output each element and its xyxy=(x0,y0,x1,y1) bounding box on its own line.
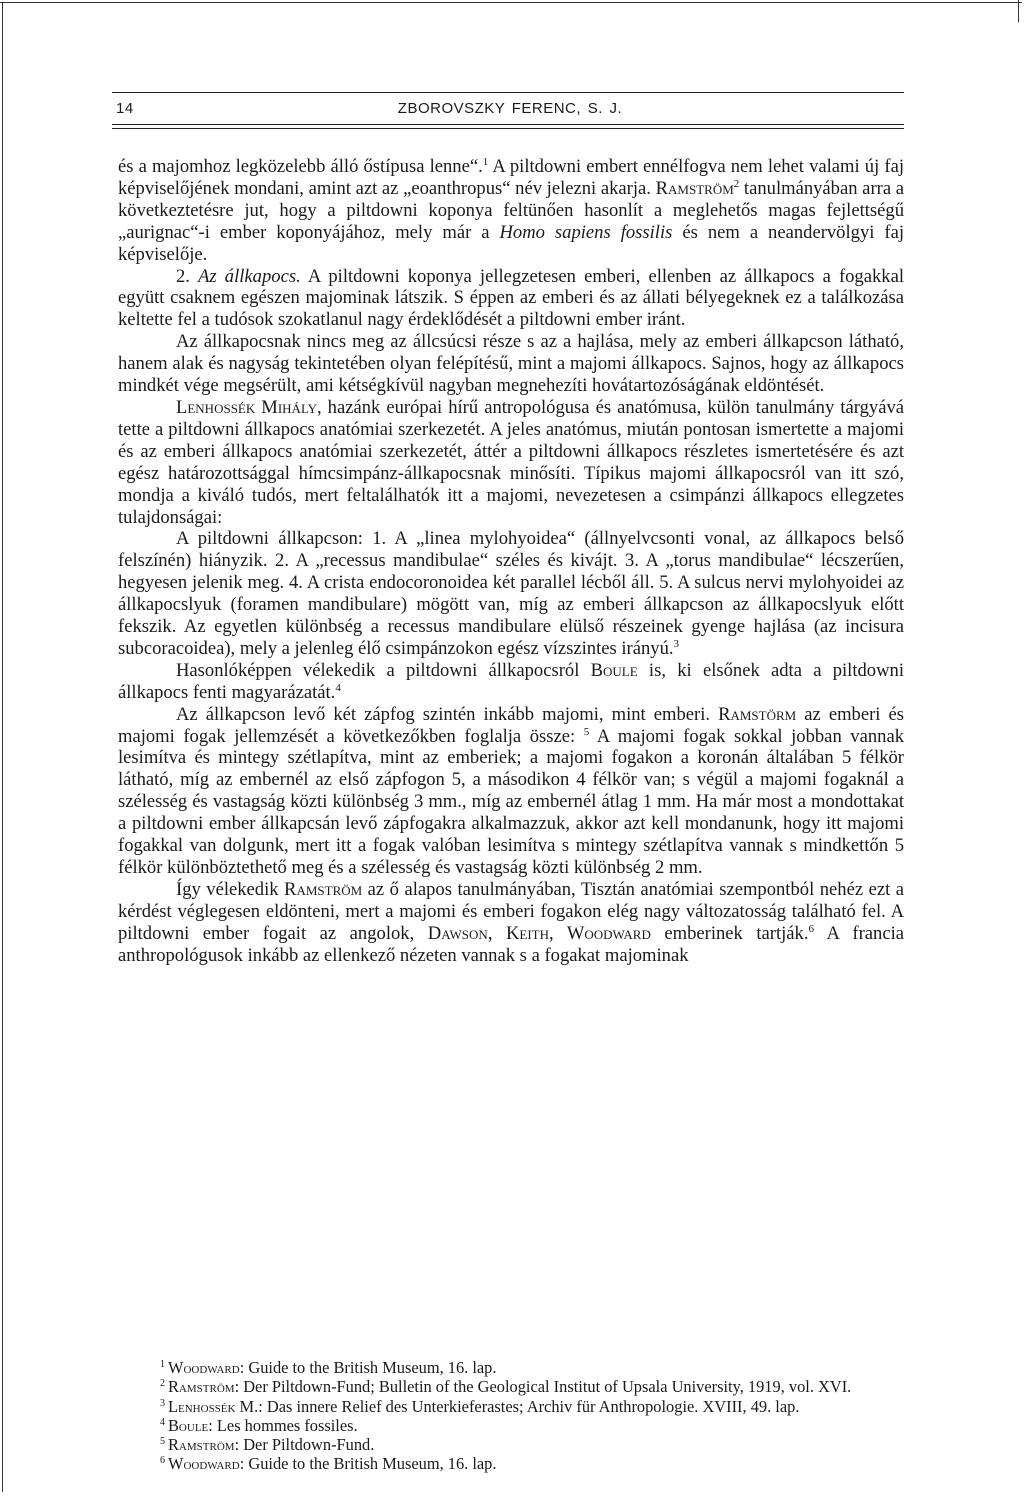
paragraph-8: Így vélekedik Ramström az ő alapos tanulmányában, Tisztán anatómiai szempontból nehéz ezt a kérdést véglegesen eldönteni, mert a majomi és emberi fogakon elég nagy változatosság található fel. A piltdowni ember fogait az angolok, Dawson, Keith, Woodward emberinek tartják.$^6$ A francia anthropológusok inkább az ellenkező nézeten vannak s a fogakat majominak xyxy=(118,878,905,966)
page-number: 14 xyxy=(116,100,134,117)
body-text xyxy=(118,156,904,967)
header-rule-bottom-double xyxy=(112,128,904,129)
footnote: $^6$ Woodward: Guide to the British Museum, 16. lap. xyxy=(160,1454,497,1474)
scan-border-right xyxy=(1018,0,1019,22)
page-header xyxy=(116,100,904,124)
author-names: Dawson, Keith, Woodward xyxy=(427,922,651,944)
header-rule-top xyxy=(112,92,904,93)
author-name: Boule xyxy=(590,659,638,681)
scan-border-left xyxy=(2,2,3,1492)
paragraph-1: és a majomhoz legközelebb álló őstípusa lenne“.$^1$ A piltdowni embert ennélfogva nem lehet valami új faj képviselőjének mondani, amint azt az „eoanthropus“ név jelezni akarja. Ramström$^2$ tanulmányában arra a következtetésre jut, hogy a piltdowni koponya feltünően hasonlít a meglehetős magas fejlettségű „aurignac“-i ember koponyájához, mely már a Homo sapiens fossilis és nem a neandervölgyi faj képviselője. xyxy=(118,156,905,265)
author-name: Lenhossék Mihály, xyxy=(176,396,322,418)
paragraph-2: 2. Az állkapocs. A piltdowni koponya jellegzetesen emberi, ellenben az állkapocs a fogakkal együtt csaknem egészen majominak látszik. S éppen az emberi és az állati bélyegeknek ez a találkozása keltette fel a tudósok szokatlanul nagy érdeklődését a piltdowni ember iránt. xyxy=(118,265,904,331)
footnote: $^2$ Ramström: Der Piltdown-Fund; Bulletin of the Geological Institut of Upsala University, 1919, vol. XVI. xyxy=(160,1377,852,1397)
scan-border-top xyxy=(0,2,1022,3)
paragraph-5: A piltdowni állkapcson: 1. A „linea mylohyoidea“ (állnyelvcsonti vonal, az állkapocs belső felszínén) hiányzik. 2. A „recessus mandibulae“ széles és kivájt. 3. A „torus mandibulae“ lécszerűen, hegyesen jelenik meg. 4. A crista endocoronoidea két parallel lécből áll. 5. A sulcus nervi mylohyoidei az állkapocslyuk (foramen mandibulare) mögött van, míg az emberi állkapcson az állkapocslyuk előtt fekszik. Az egyetlen különbség a recessus mandibulare elülső részeinek gyenge hajlása (az incisura subcoracoidea), mely a jelenleg élő csimpánzokon egész vízszintes irányú.$^3$ xyxy=(118,528,904,659)
author-name: Ramström xyxy=(284,878,363,900)
paragraph-7: Az állkapcson levő két zápfog szintén inkább majomi, mint emberi. Ramstörm az emberi és majomi fogak jellemzését a következőkben foglalja össze: $^5$ A majomi fogak sokkal jobban vannak lesimítva és mintegy szétlapítva, mint az emberiek; a majomi fogakon a koronán általában 5 félkör látható, míg az embernél az első zápfogon 5, a másodikon 4 félkör van; s végül a majomi fogaknál a szélesség és vastagság közti különbség 3 mm., míg az embernél átlag 1 mm. Ha már most a mondottakat a piltdowni ember állkapcsán levő zápfogakra alkalmazzuk, akkor azt kell mondanunk, hogy itt majomi fogakkal van dolgunk, mert itt a fogak valóban lesimítva s mintegy szétlapítva vannak s mindkettőn 5 félkör különböztethető meg és a szélesség és vastagság közti különbség 2 mm. xyxy=(118,703,904,878)
section-heading: Az állkapocs. xyxy=(198,265,301,287)
paragraph-3: Az állkapocsnak nincs meg az állcsúcsi része s az a hajlása, mely az emberi állkapcson látható, hanem alak és nagyság tekintetében olyan felépítésű, mint a majomi állkapocs. Sajnos, hogy az állkapocs mindkét vége megsérült, ami kétségkívül nagyban megnehezíti hovátartozóságának eldöntését. xyxy=(118,331,904,397)
footnote: $^4$ Boule: Les hommes fossiles. xyxy=(160,1415,358,1435)
footnote: $^3$ Lenhossék M.: Das innere Relief des Unterkieferastes; Archiv für Anthropologie. XVIII, 49. lap. xyxy=(160,1396,800,1416)
running-head: ZBOROVSZKY FERENC, S. J. xyxy=(397,100,623,117)
footnote: $^1$ Woodward: Guide to the British Museum, 16. lap. xyxy=(160,1358,497,1377)
footnotes xyxy=(118,1358,904,1474)
footnote: $^5$ Ramström: Der Piltdown-Fund. xyxy=(160,1435,375,1455)
header-rule-bottom xyxy=(112,124,904,125)
author-name: Ramström xyxy=(655,177,734,199)
paragraph-4: Lenhossék Mihály, hazánk európai hírű antropológusa és anatómusa, külön tanulmány tárgyává tette a piltdowni állkapocs anatómiai szerkezetét. A jeles anatómus, miután pontosan ismertette a majomi és az emberi állkapocs anatómiai szerkezetét, áttér a piltdowni állkapocs részletes ismertetésére és azt egész határozottsággal hímcsimpánz-állkapocsnak minősíti. Típikus majomi állkapocsról van itt szó, mondja a kiváló tudós, mert feltalálhatók itt a majomi, nevezetesen a csimpánzi állkapocs ellegzetes tulajdonságai: xyxy=(118,396,904,528)
author-name: Ramstörm xyxy=(718,703,797,725)
paragraph-6: Hasonlóképpen vélekedik a piltdowni állkapocsról Boule is, ki elsőnek adta a piltdowni állkapocs fenti magyarázatát.$^4$ xyxy=(118,659,904,703)
